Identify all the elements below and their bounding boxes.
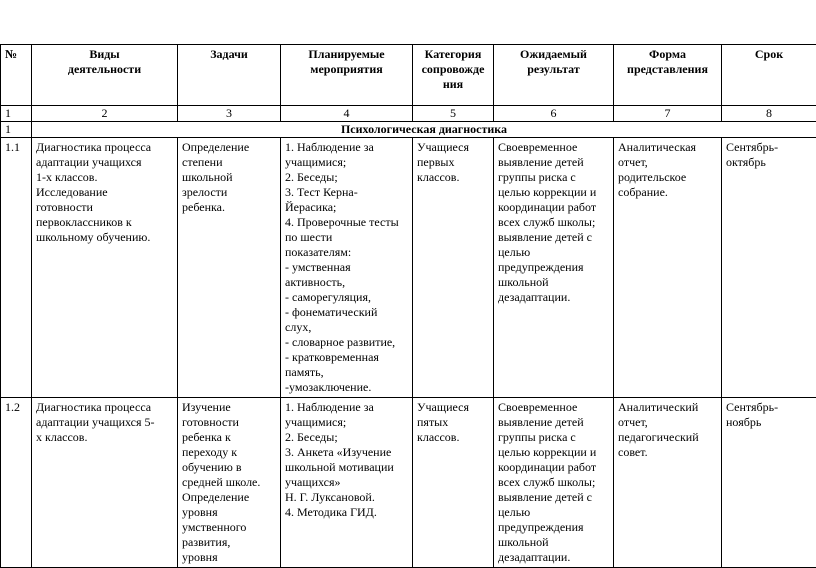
text-line: координации работ — [498, 460, 609, 475]
header-activity-type — [32, 45, 178, 106]
result-cell — [494, 398, 614, 568]
column-number: 6 — [494, 106, 614, 122]
text-line: родительское — [618, 170, 717, 185]
text-line: ноябрь — [726, 415, 812, 430]
text-line: школьной — [182, 170, 276, 185]
text-line: Задачи — [182, 47, 276, 62]
text-line: выявление детей — [498, 155, 609, 170]
text-line: развития, — [182, 535, 276, 550]
text-line: 1.1 — [5, 140, 27, 155]
text-line: предупреждения — [498, 260, 609, 275]
text-line: предупреждения — [498, 520, 609, 535]
text-line: х классов. — [36, 430, 173, 445]
table-row — [1, 398, 816, 568]
text-line: мероприятия — [285, 62, 408, 77]
text-line: школьной — [498, 535, 609, 550]
text-line: Н. Г. Луксановой. — [285, 490, 408, 505]
row-number — [1, 138, 32, 398]
text-line: Аналитический — [618, 400, 717, 415]
section-number: 1 — [1, 122, 32, 138]
text-line: Сентябрь- — [726, 400, 812, 415]
text-line: группы риска с — [498, 170, 609, 185]
row-number — [1, 398, 32, 568]
text-line: Учащиеся — [417, 140, 489, 155]
column-number: 1 — [1, 106, 32, 122]
column-number-row — [1, 106, 816, 122]
text-line: Ожидаемый — [498, 47, 609, 62]
text-line: адаптации учащихся — [36, 155, 173, 170]
text-line: показателям: — [285, 245, 408, 260]
text-line: переходу к — [182, 445, 276, 460]
term-cell — [722, 398, 816, 568]
text-line: средней школе. — [182, 475, 276, 490]
text-line: результат — [498, 62, 609, 77]
header-term — [722, 45, 816, 106]
activity-cell — [32, 398, 178, 568]
text-line: память, — [285, 365, 408, 380]
text-line: степени — [182, 155, 276, 170]
text-line: представления — [618, 62, 717, 77]
text-line: № — [5, 47, 27, 62]
text-line: всех служб школы; — [498, 215, 609, 230]
text-line: выявление детей — [498, 415, 609, 430]
column-number: 3 — [178, 106, 281, 122]
text-line: Виды — [36, 47, 173, 62]
text-line: Йерасика; — [285, 200, 408, 215]
text-line: Планируемые — [285, 47, 408, 62]
text-line: 3. Анкета «Изучение — [285, 445, 408, 460]
text-line: Определение — [182, 140, 276, 155]
header-planned-events — [281, 45, 413, 106]
text-line: 1-х классов. — [36, 170, 173, 185]
text-line: школьному обучению. — [36, 230, 173, 245]
text-line: классов. — [417, 430, 489, 445]
text-line: Определение — [182, 490, 276, 505]
text-line: первоклассников к — [36, 215, 173, 230]
column-number: 5 — [413, 106, 494, 122]
text-line: - саморегуляция, — [285, 290, 408, 305]
text-line: учащимися; — [285, 155, 408, 170]
text-line: сопровожде — [417, 62, 489, 77]
text-line: Своевременное — [498, 400, 609, 415]
form-cell — [614, 398, 722, 568]
text-line: Форма — [618, 47, 717, 62]
text-line: первых — [417, 155, 489, 170]
text-line: готовности — [36, 200, 173, 215]
section-row — [1, 122, 816, 138]
text-line: совет. — [618, 445, 717, 460]
events-cell — [281, 138, 413, 398]
text-line: школьной — [498, 275, 609, 290]
text-line: 1. Наблюдение за — [285, 140, 408, 155]
text-line: Аналитическая — [618, 140, 717, 155]
text-line: 1.2 — [5, 400, 27, 415]
header-row — [1, 45, 816, 106]
text-line: выявление детей с — [498, 490, 609, 505]
text-line: уровня — [182, 550, 276, 565]
column-number: 2 — [32, 106, 178, 122]
text-line: учащимися; — [285, 415, 408, 430]
text-line: 1. Наблюдение за — [285, 400, 408, 415]
text-line: Срок — [726, 47, 812, 62]
text-line: педагогический — [618, 430, 717, 445]
text-line: Сентябрь- — [726, 140, 812, 155]
text-line: Учащиеся — [417, 400, 489, 415]
header-tasks — [178, 45, 281, 106]
form-cell — [614, 138, 722, 398]
text-line: Диагностика процесса — [36, 400, 173, 415]
text-line: Своевременное — [498, 140, 609, 155]
column-number: 7 — [614, 106, 722, 122]
text-line: учащихся» — [285, 475, 408, 490]
text-line: целью — [498, 505, 609, 520]
events-cell — [281, 398, 413, 568]
text-line: Диагностика процесса — [36, 140, 173, 155]
text-line: ния — [417, 77, 489, 92]
text-line: по шести — [285, 230, 408, 245]
category-cell — [413, 138, 494, 398]
header-expected-result — [494, 45, 614, 106]
table-row — [1, 138, 816, 398]
text-line: ребенка. — [182, 200, 276, 215]
text-line: Исследование — [36, 185, 173, 200]
text-line: пятых — [417, 415, 489, 430]
text-line: - умственная — [285, 260, 408, 275]
text-line: 4. Проверочные тесты — [285, 215, 408, 230]
text-line: ребенка к — [182, 430, 276, 445]
text-line: целью коррекции и — [498, 445, 609, 460]
activity-cell — [32, 138, 178, 398]
text-line: классов. — [417, 170, 489, 185]
text-line: отчет, — [618, 155, 717, 170]
text-line: координации работ — [498, 200, 609, 215]
result-cell — [494, 138, 614, 398]
text-line: - кратковременная — [285, 350, 408, 365]
text-line: выявление детей с — [498, 230, 609, 245]
text-line: уровня — [182, 505, 276, 520]
text-line: готовности — [182, 415, 276, 430]
header-presentation-form — [614, 45, 722, 106]
text-line: всех служб школы; — [498, 475, 609, 490]
text-line: деятельности — [36, 62, 173, 77]
text-line: адаптации учащихся 5- — [36, 415, 173, 430]
task-cell — [178, 138, 281, 398]
text-line: зрелости — [182, 185, 276, 200]
text-line: 3. Тест Керна- — [285, 185, 408, 200]
text-line: 4. Методика ГИД. — [285, 505, 408, 520]
task-cell — [178, 398, 281, 568]
text-line: октябрь — [726, 155, 812, 170]
text-line: активность, — [285, 275, 408, 290]
text-line: 2. Беседы; — [285, 170, 408, 185]
text-line: школьной мотивации — [285, 460, 408, 475]
text-line: - словарное развитие, — [285, 335, 408, 350]
text-line: собрание. — [618, 185, 717, 200]
text-line: Категория — [417, 47, 489, 62]
category-cell — [413, 398, 494, 568]
text-line: -умозаключение. — [285, 380, 408, 395]
text-line: отчет, — [618, 415, 717, 430]
text-line: - фонематический — [285, 305, 408, 320]
text-line: группы риска с — [498, 430, 609, 445]
text-line: Изучение — [182, 400, 276, 415]
text-line: умственного — [182, 520, 276, 535]
text-line: целью коррекции и — [498, 185, 609, 200]
column-number: 4 — [281, 106, 413, 122]
term-cell — [722, 138, 816, 398]
section-title: Психологическая диагностика — [32, 122, 816, 138]
text-line: дезадаптации. — [498, 550, 609, 565]
column-number: 8 — [722, 106, 816, 122]
activity-plan-table — [0, 44, 816, 568]
text-line: 2. Беседы; — [285, 430, 408, 445]
header-number — [1, 45, 32, 106]
text-line: дезадаптации. — [498, 290, 609, 305]
text-line: обучению в — [182, 460, 276, 475]
text-line: слух, — [285, 320, 408, 335]
text-line: целью — [498, 245, 609, 260]
header-support-category — [413, 45, 494, 106]
